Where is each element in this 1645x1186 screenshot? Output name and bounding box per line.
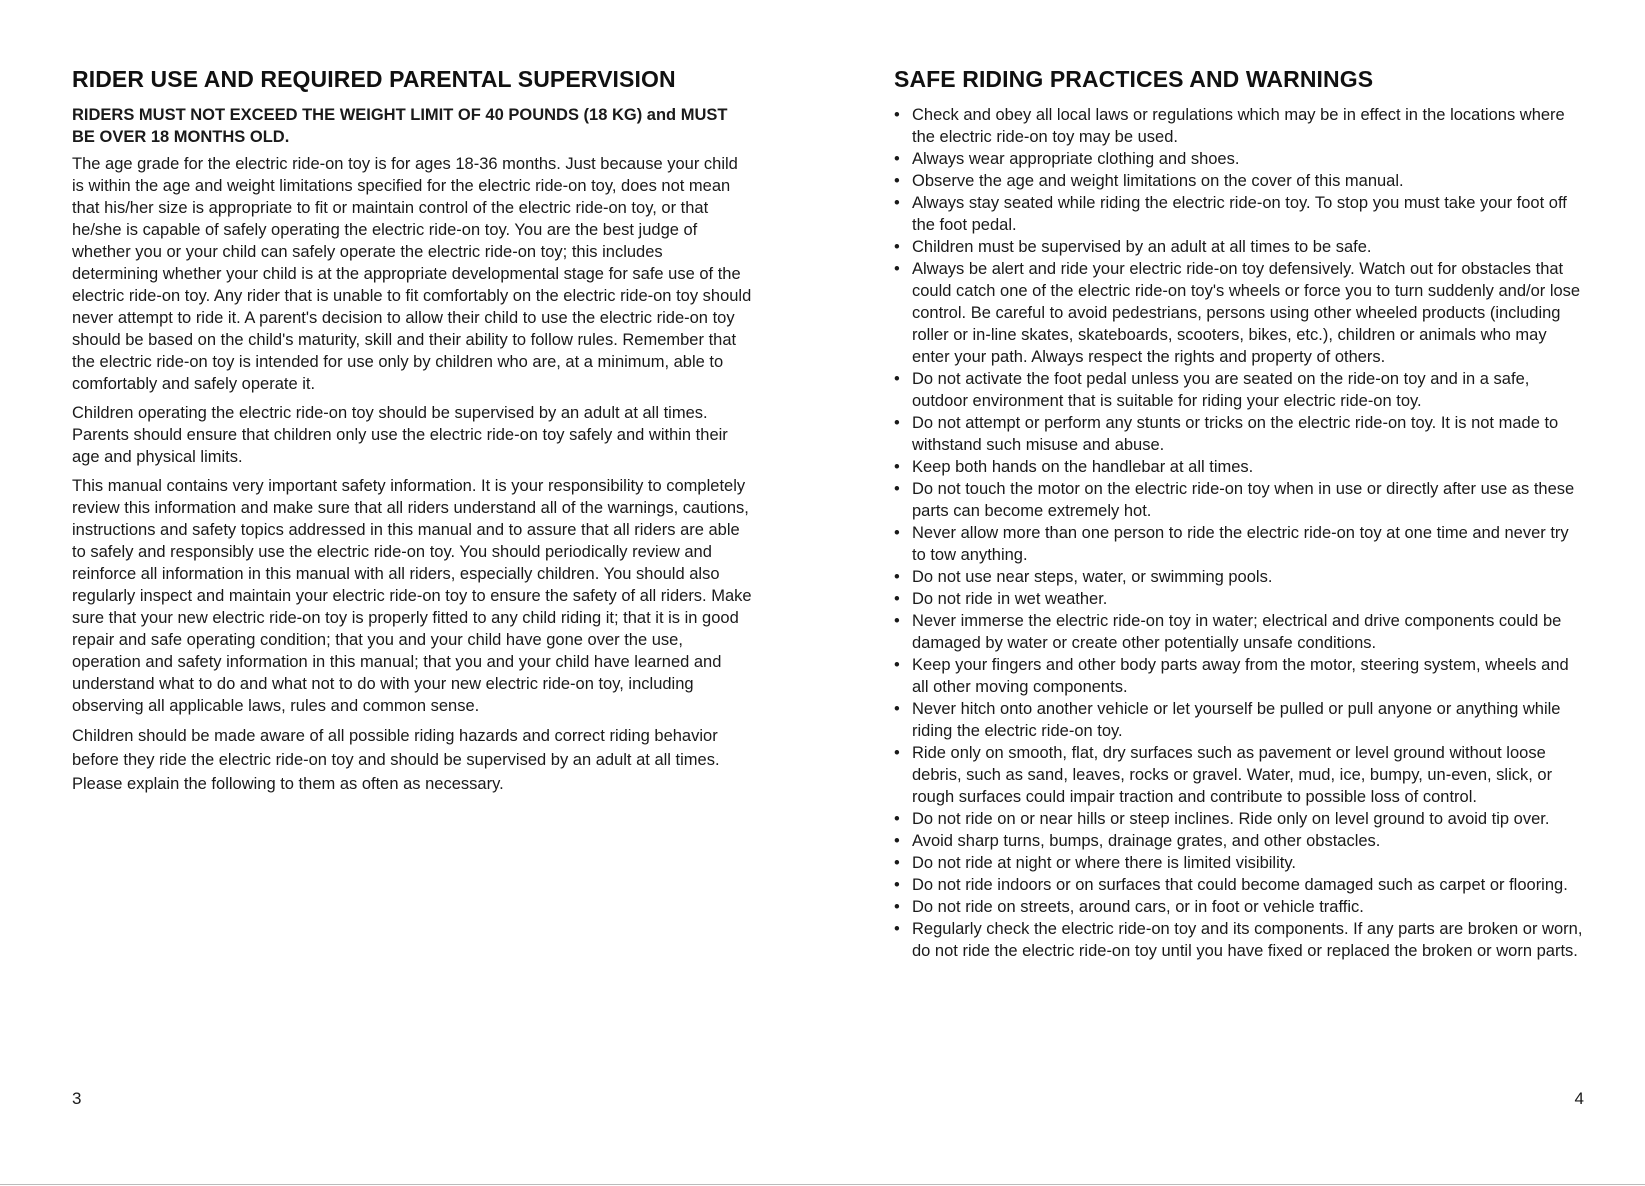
- page-number-right: 4: [1574, 1089, 1584, 1108]
- list-item: [894, 874, 1584, 896]
- bullet-icon: •: [894, 414, 900, 432]
- list-item-text: Children must be supervised by an adult at all times to be safe.: [912, 238, 1372, 256]
- bullet-icon: •: [894, 832, 900, 850]
- paragraph-supervision: Children operating the electric ride-on toy should be supervised by an adult at all times. Parents should ensure that children only use the electric ride-on toy safely and within their age and physical limits.: [72, 404, 728, 466]
- right-page: [894, 0, 1584, 1186]
- list-item-text: Keep your fingers and other body parts away from the motor, steering system, wheels and all other moving components.: [912, 656, 1569, 696]
- bullet-icon: •: [894, 656, 900, 674]
- bullet-icon: •: [894, 920, 900, 938]
- list-item: [894, 808, 1584, 830]
- bullet-icon: •: [894, 700, 900, 718]
- list-item: [894, 258, 1584, 368]
- list-item: [894, 368, 1584, 412]
- list-item-text: Always be alert and ride your electric ride-on toy defensively. Watch out for obstacles that could catch one of the electric ride-on toy's wheels or force you to turn suddenly and/or lose control. Be careful to avoid pedestrians, persons using other wheeled products (including roller or in-line skates, skateboards, scooters, bikes, etc.), children or animals who may enter your path. Always respect the rights and property of others.: [912, 260, 1581, 366]
- paragraph-hazards: Children should be made aware of all possible riding hazards and correct riding behavior before they ride the electric ride-on toy and should be supervised by an adult at all times. Please explain the following to them as often as necessary.: [72, 727, 720, 793]
- list-item-text: Do not ride in wet weather.: [912, 590, 1108, 608]
- list-item-text: Do not ride on streets, around cars, or in foot or vehicle traffic.: [912, 898, 1364, 916]
- paragraph-manual-info: This manual contains very important safety information. It is your responsibility to completely review this information and make sure that all riders understand all of the warnings, cautions, instructions and safety topics addressed in this manual and to assure that all riders are able to safely and responsibly use the electric ride-on toy. You should periodically review and reinforce all information in this manual with all riders, especially children. You should also regularly inspect and maintain your electric ride-on toy to ensure the safety of all riders. Make sure that your new electric ride-on toy is properly fitted to any child riding it; that it is in good repair and safe operating condition; that you and your child have gone over the use, operation and safety information in this manual; that you and your child have learned and understand what to do and what not to do with your new electric ride-on toy, including observing all applicable laws, rules and common sense.: [72, 477, 752, 715]
- right-page-heading: SAFE RIDING PRACTICES AND WARNINGS: [894, 66, 1374, 92]
- list-item-text: Never immerse the electric ride-on toy in water; electrical and drive components could be damaged by water or create other potentially unsafe conditions.: [912, 612, 1562, 652]
- list-item: [894, 456, 1584, 478]
- bullet-icon: •: [894, 590, 900, 608]
- bullet-icon: •: [894, 568, 900, 586]
- left-page-body: [72, 104, 752, 803]
- list-item-text: Do not touch the motor on the electric ride-on toy when in use or directly after use as these parts can become extremely hot.: [912, 480, 1575, 520]
- list-item-text: Keep both hands on the handlebar at all times.: [912, 458, 1254, 476]
- bullet-icon: •: [894, 898, 900, 916]
- list-item: [894, 588, 1584, 610]
- list-item: [894, 236, 1584, 258]
- page-number-left: 3: [72, 1089, 82, 1108]
- list-item: [894, 522, 1584, 566]
- bullet-icon: •: [894, 106, 900, 124]
- list-item: [894, 654, 1584, 698]
- bullet-icon: •: [894, 612, 900, 630]
- list-item-text: Always wear appropriate clothing and shoes.: [912, 150, 1240, 168]
- list-item-text: Avoid sharp turns, bumps, drainage grates, and other obstacles.: [912, 832, 1381, 850]
- left-page-heading: RIDER USE AND REQUIRED PARENTAL SUPERVISION: [72, 66, 676, 92]
- list-item-text: Do not use near steps, water, or swimming pools.: [912, 568, 1273, 586]
- bullet-icon: •: [894, 194, 900, 212]
- list-item-text: Do not attempt or perform any stunts or tricks on the electric ride-on toy. It is not made to withstand such misuse and abuse.: [912, 414, 1559, 454]
- bullet-icon: •: [894, 810, 900, 828]
- bullet-icon: •: [894, 458, 900, 476]
- list-item-text: Observe the age and weight limitations on the cover of this manual.: [912, 172, 1404, 190]
- bullet-icon: •: [894, 172, 900, 190]
- list-item-text: Ride only on smooth, flat, dry surfaces such as pavement or level ground without loose debris, such as sand, leaves, rocks or gravel. Water, mud, ice, bumpy, un-even, slick, or rough surfaces could impair traction and contribute to possible loss of control.: [912, 744, 1553, 806]
- list-item: [894, 566, 1584, 588]
- bullet-icon: •: [894, 150, 900, 168]
- list-item-text: Never allow more than one person to ride the electric ride-on toy at one time and never try to tow anything.: [912, 524, 1569, 564]
- list-item-text: Do not ride on or near hills or steep inclines. Ride only on level ground to avoid tip over.: [912, 810, 1550, 828]
- list-item-text: Do not ride indoors or on surfaces that could become damaged such as carpet or flooring.: [912, 876, 1568, 894]
- list-item: [894, 830, 1584, 852]
- list-item-text: Always stay seated while riding the electric ride-on toy. To stop you must take your foot off the foot pedal.: [912, 194, 1567, 234]
- list-item: [894, 104, 1584, 148]
- bullet-icon: •: [894, 238, 900, 256]
- list-item: [894, 478, 1584, 522]
- paragraph-age-grade: The age grade for the electric ride-on toy is for ages 18-36 months. Just because your child is within the age and weight limitations specified for the electric ride-on toy, does not mean that his/her size is appropriate to fit or maintain control of the electric ride-on toy, or that he/she is capable of safely operating the electric ride-on toy. You are the best judge of whether you or your child can safely operate the electric ride-on toy; this includes determining whether your child is at the appropriate developmental stage for safe use of the electric ride-on toy. Any rider that is unable to fit comfortably on the electric ride-on toy should never attempt to ride it. A parent's decision to allow their child to use the electric ride-on toy should be based on the child's maturity, skill and their ability to follow rules. Remember that the electric ride-on toy is intended for use only by children who are, at a minimum, able to comfortably and safely operate it.: [72, 155, 752, 393]
- list-item: [894, 918, 1584, 962]
- list-item: [894, 742, 1584, 808]
- list-item: [894, 192, 1584, 236]
- bullet-icon: •: [894, 876, 900, 894]
- bullet-icon: •: [894, 370, 900, 388]
- list-item: [894, 170, 1584, 192]
- list-item: [894, 412, 1584, 456]
- list-item-text: Do not ride at night or where there is limited visibility.: [912, 854, 1296, 872]
- bullet-icon: •: [894, 524, 900, 542]
- warnings-list: [894, 104, 1584, 962]
- list-item-text: Regularly check the electric ride-on toy and its components. If any parts are broken or worn, do not ride the electric ride-on toy until you have fixed or replaced the broken or worn parts.: [912, 920, 1583, 960]
- list-item: [894, 148, 1584, 170]
- list-item-text: Do not activate the foot pedal unless you are seated on the ride-on toy and in a safe, outdoor environment that is suitable for riding your electric ride-on toy.: [912, 370, 1530, 410]
- list-item: [894, 610, 1584, 654]
- list-item: [894, 896, 1584, 918]
- bullet-icon: •: [894, 480, 900, 498]
- left-page: [72, 0, 752, 1186]
- bottom-divider: [0, 1184, 1645, 1185]
- bullet-icon: •: [894, 260, 900, 278]
- bullet-icon: •: [894, 744, 900, 762]
- list-item: [894, 698, 1584, 742]
- bullet-icon: •: [894, 854, 900, 872]
- list-item-text: Check and obey all local laws or regulations which may be in effect in the locations where the electric ride-on toy may be used.: [912, 106, 1565, 146]
- list-item-text: Never hitch onto another vehicle or let yourself be pulled or pull anyone or anything while riding the electric ride-on toy.: [912, 700, 1561, 740]
- weight-limit-notice: RIDERS MUST NOT EXCEED THE WEIGHT LIMIT OF 40 POUNDS (18 KG) and MUST BE OVER 18 MONTHS OLD.: [72, 106, 728, 146]
- list-item: [894, 852, 1584, 874]
